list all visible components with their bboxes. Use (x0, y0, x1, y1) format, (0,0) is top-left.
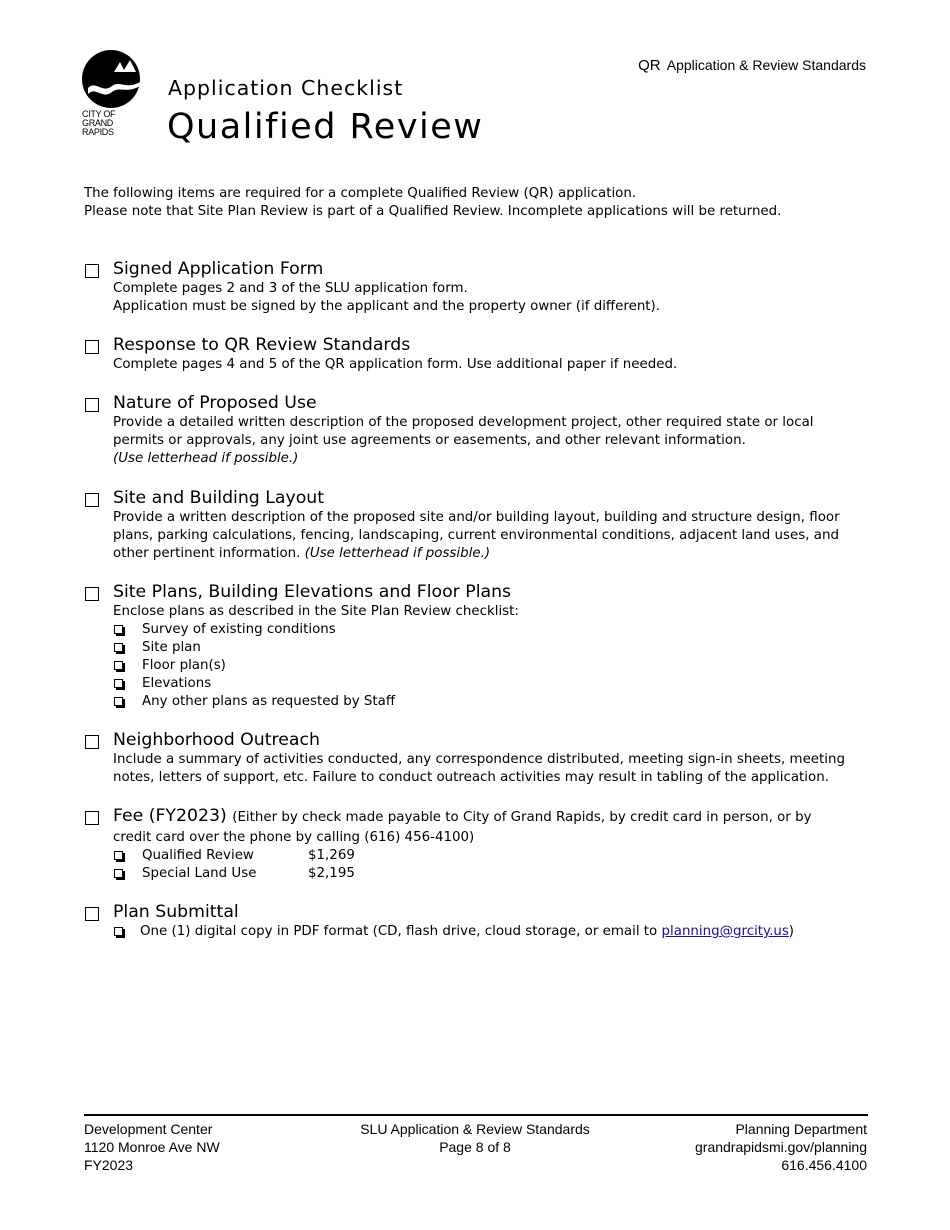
description-line: Include a summary of activities conducted, any correspondence distributed, meeting sign-in sheets, meeting (113, 752, 846, 767)
fee-label: Qualified Review (142, 848, 254, 863)
checklist-item-nature-of-use (84, 392, 859, 468)
checkbox[interactable] (85, 811, 99, 825)
item-title: Neighborhood Outreach (113, 730, 320, 750)
sub-checklist (113, 621, 859, 711)
fee-list (113, 847, 859, 883)
letterhead-note: (Use letterhead if possible.) (113, 451, 299, 466)
checkbox[interactable] (85, 264, 99, 278)
sub-checkbox[interactable] (114, 679, 123, 688)
fee-amount: $1,269 (308, 848, 355, 863)
sub-checkbox[interactable] (114, 625, 123, 634)
checkbox[interactable] (85, 735, 99, 749)
description-line: notes, letters of support, etc. Failure to conduct outreach activities may result in tabling of the application. (113, 770, 829, 785)
item-title: Site Plans, Building Elevations and Floor Plans (113, 582, 512, 602)
checklist-item-qr-review-standards (84, 334, 859, 374)
page-number: Page 8 of 8 (439, 1139, 511, 1155)
sub-checklist-item (113, 621, 859, 639)
item-title: Site and Building Layout (113, 488, 325, 508)
sub-checkbox[interactable] (114, 697, 123, 706)
item-title: Nature of Proposed Use (113, 393, 317, 413)
page-title: Qualified Review (167, 107, 484, 147)
checkbox[interactable] (85, 907, 99, 921)
item-description (113, 414, 859, 468)
submittal-text: One (1) digital copy in PDF format (CD, flash drive, cloud storage, or email to (140, 924, 658, 939)
description-line: Provide a written description of the proposed site and/or building layout, building and structure design, floor (113, 510, 840, 525)
item-description (113, 751, 859, 787)
sub-item-label: Any other plans as requested by Staff (142, 694, 396, 709)
logo-text-line: RAPIDS (82, 127, 114, 137)
checkbox[interactable] (85, 587, 99, 601)
checklist-item-signed-application (84, 258, 859, 316)
header-doc-label (638, 57, 866, 74)
sub-checkbox[interactable] (114, 927, 123, 936)
item-title: Signed Application Form (113, 259, 324, 279)
sub-item-label: Site plan (142, 640, 201, 655)
header-doc-text: Application & Review Standards (666, 57, 866, 73)
item-title: Response to QR Review Standards (113, 335, 411, 355)
fee-label: Special Land Use (142, 866, 257, 881)
sub-checkbox[interactable] (114, 851, 123, 860)
sub-checkbox[interactable] (114, 661, 123, 670)
page-subtitle: Application Checklist (168, 76, 404, 100)
checkbox[interactable] (85, 493, 99, 507)
description-line: permits or approvals, any joint use agreements or easements, and other relevant information. (113, 433, 746, 448)
footer-line: 616.456.4100 (781, 1157, 867, 1173)
planning-email-link[interactable]: planning@grcity.us (661, 924, 789, 939)
sub-item-label: Elevations (142, 676, 212, 691)
checklist-item-site-building-layout (84, 487, 859, 563)
sub-item-label: Floor plan(s) (142, 658, 226, 673)
sub-checklist-item (113, 657, 859, 675)
footer-line: Planning Department (735, 1121, 867, 1137)
sub-item-label: Survey of existing conditions (142, 622, 336, 637)
sub-checklist (113, 923, 859, 941)
intro-text (84, 185, 781, 221)
footer-divider (84, 1114, 868, 1116)
item-title (113, 805, 859, 829)
fee-amount: $2,195 (308, 866, 355, 881)
logo-text (82, 110, 142, 137)
item-description (113, 280, 859, 316)
fee-payment-note: (Either by check made payable to City of Grand Rapids, by credit card in person, or by (232, 810, 812, 825)
description-line: Provide a detailed written description of the proposed development project, other required state or local (113, 415, 814, 430)
sub-checklist-item (113, 923, 859, 941)
footer-line: Development Center (84, 1121, 213, 1137)
fee-row (113, 865, 859, 883)
checklist-item-plan-submittal (84, 901, 859, 941)
footer-line: 1120 Monroe Ave NW (84, 1139, 220, 1155)
city-of-grand-rapids-logo (82, 50, 142, 145)
sub-checkbox[interactable] (114, 869, 123, 878)
item-description: credit card over the phone by calling (616) 456-4100) (113, 830, 475, 845)
checklist-item-fee (84, 805, 859, 883)
footer-center (300, 1120, 650, 1156)
footer-left (84, 1120, 220, 1174)
footer-line: grandrapidsmi.gov/planning (695, 1139, 867, 1155)
letterhead-note: (Use letterhead if possible.) (304, 546, 491, 561)
footer-right (695, 1120, 867, 1174)
logo-text-line: CITY OF (82, 109, 116, 119)
item-title: Plan Submittal (113, 902, 239, 922)
checkbox[interactable] (85, 398, 99, 412)
item-description (113, 356, 859, 374)
header-doc-prefix: QR (638, 57, 661, 74)
item-description (113, 509, 859, 563)
checklist-item-neighborhood-outreach (84, 729, 859, 787)
description-line: plans, parking calculations, fencing, landscaping, current environmental conditions, adjacent land uses, and (113, 528, 839, 543)
item-description: Enclose plans as described in the Site Plan Review checklist: (113, 604, 519, 619)
description-line (113, 545, 859, 563)
checklist-item-site-plans (84, 581, 859, 711)
sub-checklist-item (113, 675, 859, 693)
footer-line: FY2023 (84, 1157, 134, 1173)
fee-row (113, 847, 859, 865)
sub-checklist-item (113, 693, 859, 711)
sub-checklist-item (113, 639, 859, 657)
intro-line: The following items are required for a complete Qualified Review (QR) application. (84, 186, 637, 201)
sub-checkbox[interactable] (114, 643, 123, 652)
description-line: Complete pages 4 and 5 of the QR application form. Use additional paper if needed. (113, 357, 678, 372)
description-line: Application must be signed by the applicant and the property owner (if different). (113, 299, 661, 314)
fee-title: Fee (FY2023) (113, 806, 227, 826)
logo-emblem-icon (82, 50, 142, 110)
description-line: Complete pages 2 and 3 of the SLU application form. (113, 281, 468, 296)
intro-line: Please note that Site Plan Review is part of a Qualified Review. Incomplete applications will be returned. (84, 204, 782, 219)
description-text: other pertinent information. (113, 546, 301, 561)
submittal-close: ) (788, 924, 795, 939)
logo-text-line: GRAND (82, 118, 114, 128)
checkbox[interactable] (85, 340, 99, 354)
footer-line: SLU Application & Review Standards (360, 1121, 590, 1137)
checklist (84, 258, 859, 941)
